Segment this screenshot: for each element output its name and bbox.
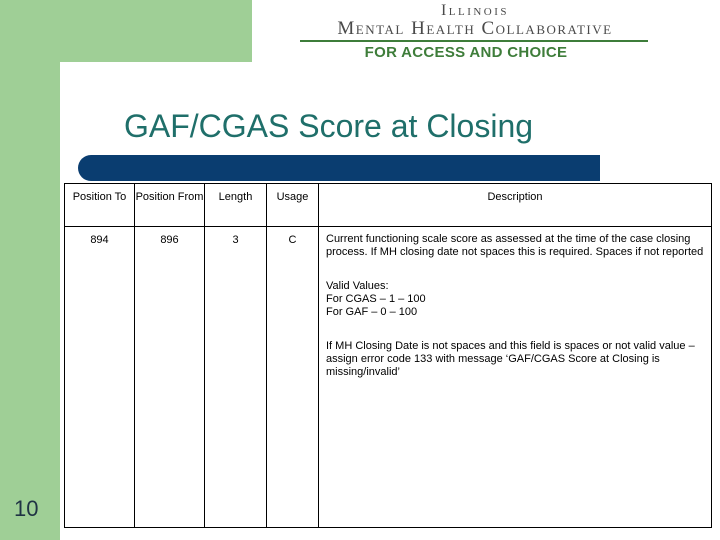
header-position-from: Position From [135,184,205,227]
valid-values-paragraph: Valid Values: For CGAS – 1 – 100 For GAF – 0 – 100 [326,280,426,318]
cell-description [319,227,712,528]
logo-line-illinois: Illinois [440,2,510,19]
logo-divider [300,40,648,42]
cell-length: 3 [205,227,267,528]
logo-tagline: FOR ACCESS AND CHOICE [364,44,568,61]
slide-number: 10 [14,496,39,521]
cell-usage: C [267,227,319,528]
rounded-corner [60,62,120,122]
header-usage: Usage [267,184,319,227]
header-position-to: Position To [65,184,135,227]
table-row [65,227,712,528]
field-spec-table [64,183,712,528]
cell-position-from: 896 [135,227,205,528]
header-description: Description [319,184,712,227]
logo [292,0,662,64]
cell-position-to: 894 [65,227,135,528]
top-green-block [60,0,252,62]
title-underline-bar [78,155,600,181]
error-rule-paragraph: If MH Closing Date is not spaces and this field is spaces or not valid value – assign error code 133 with message ‘GAF/CGAS Score at Closing is missing/invalid’ [326,340,695,378]
header-length: Length [205,184,267,227]
table-header-row [65,184,712,227]
description-paragraph: Current functioning scale score as assessed at the time of the case closing process. If MH closing date not spaces this is required. Spaces if not reported [326,233,704,258]
left-green-band [0,0,60,540]
logo-line-collaborative: Mental Health Collaborative [337,18,613,39]
slide-title: GAF/CGAS Score at Closing [124,108,534,144]
